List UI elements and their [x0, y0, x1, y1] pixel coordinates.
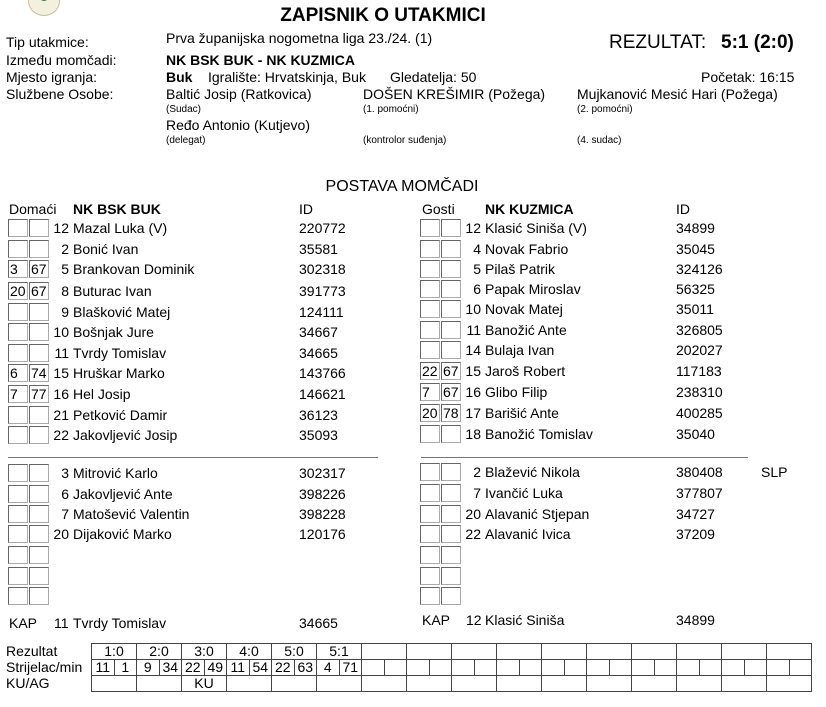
pocetak-value: Početak: 16:15	[701, 69, 795, 85]
sub-row	[8, 504, 418, 524]
minute-box-out: 67	[29, 282, 49, 300]
scorer-minute-cell	[609, 660, 632, 676]
player-number: 10	[465, 301, 481, 317]
minute-box-out	[441, 546, 461, 564]
minute-box-out	[441, 567, 461, 585]
player-id: 124111	[299, 304, 344, 320]
player-id: 34665	[299, 345, 338, 361]
result-cell	[632, 644, 677, 660]
player-name: Alavanić Stjepan	[485, 506, 590, 522]
player-number: 17	[465, 405, 481, 421]
player-name: Dijaković Marko	[73, 526, 172, 542]
home-separator	[8, 457, 378, 458]
scorer-minute-cell	[744, 660, 767, 676]
minute-box-in	[8, 303, 28, 321]
minute-box-in	[420, 546, 440, 564]
player-id: 326805	[676, 322, 723, 338]
player-id: 120176	[299, 526, 346, 542]
player-name: Novak Matej	[485, 301, 563, 317]
minute-box-in	[8, 464, 28, 482]
player-id: 117183	[676, 363, 722, 379]
official-role: (kontrolor suđenja)	[363, 135, 447, 146]
kuag-cell	[722, 676, 767, 692]
minute-box-out: 67	[29, 260, 49, 278]
sub-row	[420, 524, 826, 544]
player-name: Bošnjak Jure	[73, 324, 154, 340]
player-name: Mitrović Karlo	[73, 465, 158, 481]
player-id: 400285	[676, 405, 723, 421]
scorer-number-cell: 11	[92, 660, 115, 676]
player-id: 34727	[676, 506, 715, 522]
player-id: 324126	[676, 261, 723, 277]
result-cell	[362, 644, 407, 660]
sub-row	[420, 566, 826, 586]
gledatelja-value: Gledatelja: 50	[390, 69, 477, 85]
minute-box-in	[8, 344, 28, 362]
scorer-minute-cell: 49	[204, 660, 227, 676]
minute-box-out	[441, 587, 461, 605]
result-cell: 4:0	[227, 644, 272, 660]
sub-row	[420, 462, 826, 482]
sub-row	[8, 463, 418, 483]
player-number: 11	[466, 322, 481, 338]
away-kap-number: 12	[466, 612, 482, 628]
player-name: Buturac Ivan	[73, 283, 152, 299]
official-role: (delegat)	[166, 135, 206, 146]
sub-row	[420, 586, 826, 606]
strijelac-row-label: Strijelac/min	[6, 659, 83, 675]
minute-box-in	[8, 587, 28, 605]
player-number: 10	[53, 324, 69, 340]
minute-box-in	[420, 567, 440, 585]
player-number: 7	[61, 506, 69, 522]
minute-box-in	[8, 219, 28, 237]
official-name: Ređo Antonio (Kutjevo)	[166, 117, 310, 133]
official-role: (4. sudac)	[577, 135, 622, 146]
away-separator	[421, 457, 748, 458]
player-name: Pilaš Patrik	[485, 261, 556, 277]
scorer-minute-cell: 71	[339, 660, 362, 676]
starter-row	[420, 424, 826, 444]
player-number: 15	[465, 363, 481, 379]
kuag-cell: KU	[182, 676, 227, 692]
result-cell	[587, 644, 632, 660]
minute-box-in	[8, 406, 28, 424]
sluzbene-label: Službene Osobe:	[6, 86, 114, 102]
tip-label: Tip utakmice:	[6, 34, 89, 50]
sub-row	[8, 586, 418, 606]
starter-row	[8, 405, 418, 425]
official-name: Mujkanović Mesić Hari (Požega)	[577, 86, 778, 102]
minute-box-in	[420, 260, 440, 278]
player-id: 202027	[676, 342, 723, 358]
kuag-cell	[317, 676, 362, 692]
kuag-cell	[497, 676, 542, 692]
minute-box-in	[420, 425, 440, 443]
player-id: 35581	[299, 241, 338, 257]
minute-box-in	[420, 300, 440, 318]
player-name: Bulaja Ivan	[485, 342, 555, 358]
minute-box-in	[8, 323, 28, 341]
minute-box-in: 20	[8, 282, 28, 300]
rezultat-value: 5:1 (2:0)	[721, 32, 794, 53]
starter-row	[420, 382, 826, 402]
scorer-minute-cell	[654, 660, 677, 676]
sub-row	[8, 524, 418, 544]
result-cell	[767, 644, 812, 660]
scorer-number-cell: 22	[272, 660, 295, 676]
result-cell: 5:1	[317, 644, 362, 660]
minute-box-in	[8, 505, 28, 523]
player-number: 20	[465, 506, 481, 522]
player-name: Blašković Matej	[73, 304, 171, 320]
starter-row	[420, 361, 826, 381]
sub-row	[420, 483, 826, 503]
starter-row	[8, 343, 418, 363]
sub-row	[8, 545, 418, 565]
starter-row	[420, 218, 826, 238]
player-number: 4	[473, 241, 481, 257]
player-id: 34667	[299, 324, 338, 340]
scorer-minute-cell	[564, 660, 587, 676]
player-name: Banožić Ante	[485, 322, 567, 338]
home-kap-label: KAP	[9, 615, 38, 631]
player-id: 35040	[676, 426, 715, 442]
scorer-minute-cell: 34	[159, 660, 182, 676]
starter-row	[420, 259, 826, 279]
player-id: 36123	[299, 407, 338, 423]
scorer-minute-cell: 54	[249, 660, 272, 676]
scorer-minute-cell	[789, 660, 812, 676]
sub-row	[420, 545, 826, 565]
player-id: 398226	[299, 486, 346, 502]
player-name: Brankovan Dominik	[73, 261, 195, 277]
scorer-number-cell: 4	[317, 660, 340, 676]
scorer-number-cell	[497, 660, 520, 676]
scorer-number-cell	[587, 660, 610, 676]
scorer-number-cell	[632, 660, 655, 676]
away-team-name: NK KUZMICA	[485, 201, 574, 217]
player-name: Alavanić Ivica	[485, 526, 571, 542]
player-id: 220772	[299, 220, 346, 236]
player-number: 18	[465, 426, 481, 442]
kuag-cell	[407, 676, 452, 692]
starter-row	[8, 302, 418, 322]
official-name: Baltić Josip (Ratkovica)	[166, 86, 312, 102]
player-name: Blažević Nikola	[485, 464, 580, 480]
minute-box-in	[420, 219, 440, 237]
away-id-header: ID	[676, 201, 690, 217]
kuag-cell	[677, 676, 722, 692]
home-id-header: ID	[299, 201, 313, 217]
starter-row	[420, 403, 826, 423]
scorer-number-cell: 22	[182, 660, 205, 676]
tip-value: Prva županijska nogometna liga 23./24. (1)	[166, 30, 433, 46]
rezultat-label: REZULTAT:	[609, 32, 707, 53]
kuag-cell	[632, 676, 677, 692]
player-name: Mazal Luka (V)	[73, 220, 168, 236]
minute-box-in	[8, 525, 28, 543]
starter-row	[8, 322, 418, 342]
result-cell	[452, 644, 497, 660]
minute-box-in: 7	[8, 385, 28, 403]
minute-box-in	[420, 505, 440, 523]
player-name: Barišić Ante	[485, 405, 559, 421]
official-role: (2. pomoćni)	[577, 104, 633, 115]
minute-box-out: 67	[441, 383, 461, 401]
player-number: 16	[53, 386, 69, 402]
player-id: 35093	[299, 427, 338, 443]
minute-box-in	[420, 525, 440, 543]
scorer-minute-cell	[519, 660, 542, 676]
player-id: 35011	[676, 301, 714, 317]
away-kap-name: Klasić Siniša	[485, 612, 565, 628]
result-cell: 2:0	[137, 644, 182, 660]
izmedu-label: Između momčadi:	[6, 52, 117, 68]
player-name: Hruškar Marko	[73, 365, 165, 381]
official-role: (Sudac)	[166, 104, 202, 115]
player-number: 11	[54, 345, 69, 361]
scorer-number-cell	[452, 660, 475, 676]
player-number: 5	[473, 261, 481, 277]
player-name: Jakovljević Josip	[73, 427, 178, 443]
starter-row	[8, 218, 418, 238]
player-number: 22	[53, 427, 69, 443]
home-team-name: NK BSK BUK	[73, 201, 161, 217]
minute-box-out: 67	[441, 362, 461, 380]
result-cell	[407, 644, 452, 660]
player-number: 12	[465, 220, 481, 236]
player-id: 35045	[676, 241, 715, 257]
minute-box-out: 74	[29, 364, 49, 382]
scorer-minute-cell	[474, 660, 497, 676]
starter-row	[420, 320, 826, 340]
away-kap-label: KAP	[422, 612, 451, 628]
home-side-label: Domaći	[9, 201, 57, 217]
result-cell: 1:0	[92, 644, 137, 660]
starter-row	[420, 239, 826, 259]
player-note: SLP	[761, 464, 788, 480]
starter-row	[8, 363, 418, 383]
player-number: 15	[53, 365, 69, 381]
player-name: Papak Miroslav	[485, 281, 581, 297]
minute-box-in: 7	[420, 383, 440, 401]
player-name: Matošević Valentin	[73, 506, 190, 522]
player-name: Bonić Ivan	[73, 241, 139, 257]
player-name: Ivančić Luka	[485, 485, 563, 501]
player-number: 2	[61, 241, 69, 257]
player-id: 380408	[676, 464, 723, 480]
scorer-number-cell	[407, 660, 430, 676]
kuag-cell	[362, 676, 407, 692]
scorer-number-cell	[362, 660, 385, 676]
kuag-cell	[92, 676, 137, 692]
official-role: (1. pomoćni)	[363, 104, 419, 115]
minute-box-in: 22	[420, 362, 440, 380]
starter-row	[8, 239, 418, 259]
page-title: ZAPISNIK O UTAKMICI	[280, 5, 486, 26]
player-name: Banožić Tomislav	[485, 426, 593, 442]
sub-row	[8, 484, 418, 504]
result-cell	[677, 644, 722, 660]
minute-box-in	[420, 587, 440, 605]
player-id: 143766	[299, 365, 346, 381]
player-id: 302317	[299, 465, 346, 481]
minute-box-in	[8, 485, 28, 503]
player-number: 12	[53, 220, 69, 236]
minute-box-in	[8, 546, 28, 564]
mjesto-value: Buk	[166, 69, 193, 85]
kuag-cell	[587, 676, 632, 692]
player-number: 9	[61, 304, 69, 320]
kuag-cell	[227, 676, 272, 692]
player-number: 6	[473, 281, 481, 297]
minute-box-in	[420, 484, 440, 502]
player-number: 22	[465, 526, 481, 542]
player-id: 377807	[676, 485, 723, 501]
sub-row	[420, 504, 826, 524]
kuag-cell	[137, 676, 182, 692]
player-id: 391773	[299, 283, 346, 299]
result-cell: 3:0	[182, 644, 227, 660]
minute-box-in	[420, 240, 440, 258]
home-kap-number: 11	[54, 615, 69, 631]
minute-box-in	[420, 321, 440, 339]
home-kap-id: 34665	[299, 615, 338, 631]
scorer-number-cell	[542, 660, 565, 676]
player-name: Hel Josip	[73, 386, 131, 402]
rezultat-row-label: Rezultat	[6, 643, 58, 659]
player-number: 2	[473, 464, 481, 480]
kuag-cell	[452, 676, 497, 692]
player-name: Jaroš Robert	[485, 363, 566, 379]
player-id: 34899	[676, 220, 715, 236]
scorer-minute-cell	[384, 660, 407, 676]
player-number: 7	[473, 485, 481, 501]
player-number: 3	[61, 465, 69, 481]
starter-row	[8, 425, 418, 445]
scorer-number-cell	[767, 660, 790, 676]
player-name: Petković Damir	[73, 407, 168, 423]
player-number: 14	[465, 342, 481, 358]
minute-box-out	[29, 587, 49, 605]
starter-row	[420, 340, 826, 360]
scorer-number-cell: 9	[137, 660, 160, 676]
player-id: 238310	[676, 384, 723, 400]
starter-row	[8, 259, 418, 279]
player-name: Glibo Filip	[485, 384, 548, 400]
score-table	[91, 643, 812, 692]
mjesto-label: Mjesto igranja:	[6, 69, 98, 85]
player-number: 21	[53, 407, 69, 423]
minute-box-in: 6	[8, 364, 28, 382]
away-kap-id: 34899	[676, 612, 715, 628]
result-cell	[542, 644, 587, 660]
starter-row	[420, 299, 826, 319]
player-id: 302318	[299, 261, 346, 277]
player-id: 37209	[676, 526, 715, 542]
minute-box-in	[8, 567, 28, 585]
result-cell: 5:0	[272, 644, 317, 660]
result-cell	[497, 644, 542, 660]
scorer-minute-cell: 63	[294, 660, 317, 676]
scorer-number-cell	[722, 660, 745, 676]
player-name: Klasić Siniša (V)	[485, 220, 587, 236]
kuag-row-label: KU/AG	[6, 675, 50, 691]
player-name: Novak Fabrio	[485, 241, 569, 257]
scorer-number-cell: 11	[227, 660, 250, 676]
kuag-cell	[542, 676, 587, 692]
minute-box-out	[29, 567, 49, 585]
result-cell	[722, 644, 767, 660]
starter-row	[8, 384, 418, 404]
kuag-cell	[767, 676, 812, 692]
player-id: 146621	[299, 386, 346, 402]
minute-box-out: 77	[29, 385, 49, 403]
player-number: 6	[61, 486, 69, 502]
scorer-number-cell	[677, 660, 700, 676]
kuag-cell	[272, 676, 317, 692]
scorer-minute-cell	[699, 660, 722, 676]
scorer-minute-cell: 1	[114, 660, 137, 676]
sub-row	[8, 566, 418, 586]
minute-box-in	[420, 341, 440, 359]
minute-box-in: 20	[420, 404, 440, 422]
official-name: DOŠEN KREŠIMIR (Požega)	[363, 86, 546, 102]
player-id: 56325	[676, 281, 715, 297]
player-id: 398228	[299, 506, 346, 522]
player-name: Jakovljević Ante	[73, 486, 173, 502]
player-name: Tvrdy Tomislav	[73, 345, 167, 361]
player-number: 8	[61, 283, 69, 299]
starter-row	[8, 281, 418, 301]
starter-row	[420, 279, 826, 299]
minute-box-out: 78	[441, 404, 461, 422]
lineup-title: POSTAVA MOMČADI	[325, 178, 479, 195]
minute-box-out	[29, 546, 49, 564]
player-number: 16	[465, 384, 481, 400]
home-kap-name: Tvrdy Tomislav	[73, 615, 167, 631]
player-number: 5	[61, 261, 69, 277]
minute-box-in	[420, 463, 440, 481]
minute-box-in	[420, 280, 440, 298]
minute-box-in	[8, 426, 28, 444]
igraliste-value: Igralište: Hrvatskinja, Buk	[208, 69, 366, 85]
player-number: 20	[53, 526, 69, 542]
scorer-minute-cell	[429, 660, 452, 676]
minute-box-in	[8, 240, 28, 258]
minute-box-in: 3	[8, 260, 28, 278]
away-side-label: Gosti	[422, 201, 455, 217]
teams-value: NK BSK BUK - NK KUZMICA	[166, 52, 355, 68]
